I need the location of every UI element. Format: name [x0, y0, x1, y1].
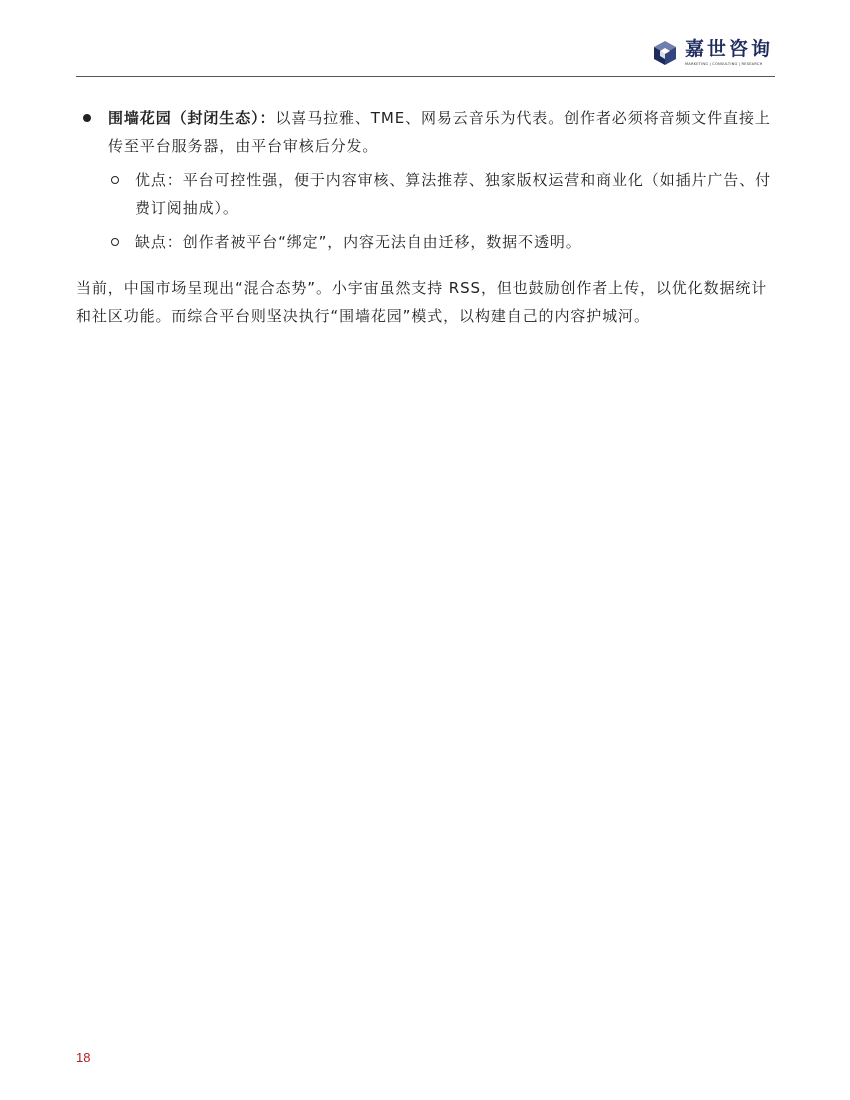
- hollow-bullet-icon: [111, 238, 119, 246]
- hollow-bullet-icon: [111, 176, 119, 184]
- sub-item-text: 优点：平台可控性强，便于内容审核、算法推荐、独家版权运营和商业化（如插片广告、付费订阅抽成）。: [135, 171, 772, 217]
- sub-list-item: [108, 228, 775, 256]
- sub-list-item: [108, 166, 775, 222]
- list-item: [76, 104, 775, 256]
- page-header: [76, 30, 775, 77]
- bullet-icon: [83, 114, 91, 122]
- document-body: [76, 104, 775, 345]
- cube-logo-icon: [651, 39, 679, 67]
- sub-list: [108, 166, 775, 256]
- logo-name: 嘉世咨询: [684, 38, 773, 60]
- page-number: 18: [76, 1050, 91, 1065]
- list-item-title: 围墙花园（封闭生态）：: [108, 109, 276, 127]
- company-logo: [651, 38, 773, 72]
- list-item-text: 以喜马拉雅、TME、网易云音乐为代表。创作者必须将音频文件直接上传至平台服务器，由平台审核后分发。: [108, 109, 771, 155]
- logo-tagline: MARKETING | CONSULTING | RESEARCH: [684, 62, 763, 66]
- sub-item-text: 缺点：创作者被平台“绑定”，内容无法自由迁移，数据不透明。: [135, 233, 582, 251]
- body-paragraph: 当前，中国市场呈现出“混合态势”。小宇宙虽然支持 RSS，但也鼓励创作者上传，以优化数据统计和社区功能。而综合平台则坚决执行“围墙花园”模式，以构建自己的内容护城河。: [76, 279, 768, 325]
